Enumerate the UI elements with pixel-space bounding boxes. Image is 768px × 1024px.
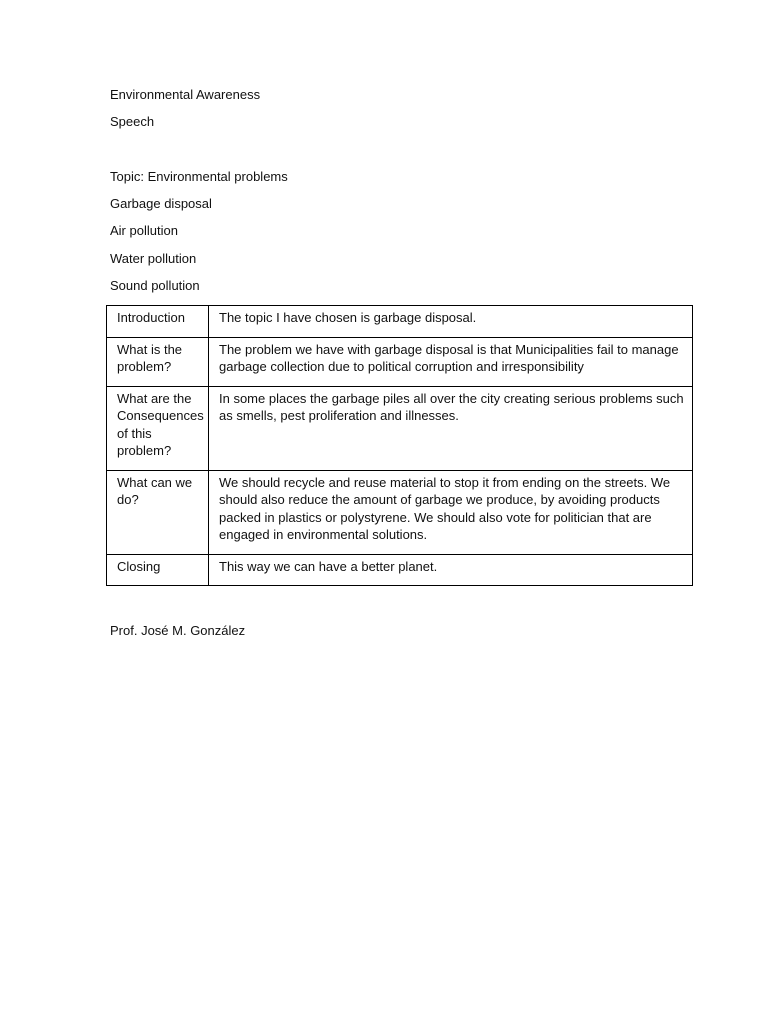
row-label-closing: Closing bbox=[107, 554, 209, 586]
table-row bbox=[107, 337, 693, 386]
table-row bbox=[107, 470, 693, 554]
row-label-consequences: What are the Consequences of this problem? bbox=[107, 386, 209, 470]
speech-outline-table bbox=[106, 305, 693, 586]
author-signature: Prof. José M. González bbox=[110, 623, 246, 638]
row-text-closing: This way we can have a better planet. bbox=[209, 554, 693, 586]
topic-line: Topic: Environmental problems bbox=[110, 169, 288, 184]
row-label-problem: What is the problem? bbox=[107, 337, 209, 386]
table-row bbox=[107, 386, 693, 470]
row-text-consequences: In some places the garbage piles all over the city creating serious problems such as smells, pest proliferation and illnesses. bbox=[209, 386, 693, 470]
topic-item-sound: Sound pollution bbox=[110, 278, 200, 293]
topic-item-air: Air pollution bbox=[110, 223, 178, 238]
row-label-introduction: Introduction bbox=[107, 306, 209, 338]
table-row bbox=[107, 554, 693, 586]
row-text-actions: We should recycle and reuse material to stop it from ending on the streets. We should also reduce the amount of garbage we produce, by avoiding products packed in plastics or polystyrene. We should also vote for politician that are engaged in environmental solutions. bbox=[209, 470, 693, 554]
row-text-introduction: The topic I have chosen is garbage disposal. bbox=[209, 306, 693, 338]
table-row bbox=[107, 306, 693, 338]
row-text-problem: The problem we have with garbage disposal is that Municipalities fail to manage garbage collection due to political corruption and irresponsibility bbox=[209, 337, 693, 386]
document-subtitle: Speech bbox=[110, 114, 155, 129]
document-title: Environmental Awareness bbox=[110, 87, 261, 102]
topic-item-garbage: Garbage disposal bbox=[110, 196, 212, 211]
topic-item-water: Water pollution bbox=[110, 251, 197, 266]
row-label-actions: What can we do? bbox=[107, 470, 209, 554]
